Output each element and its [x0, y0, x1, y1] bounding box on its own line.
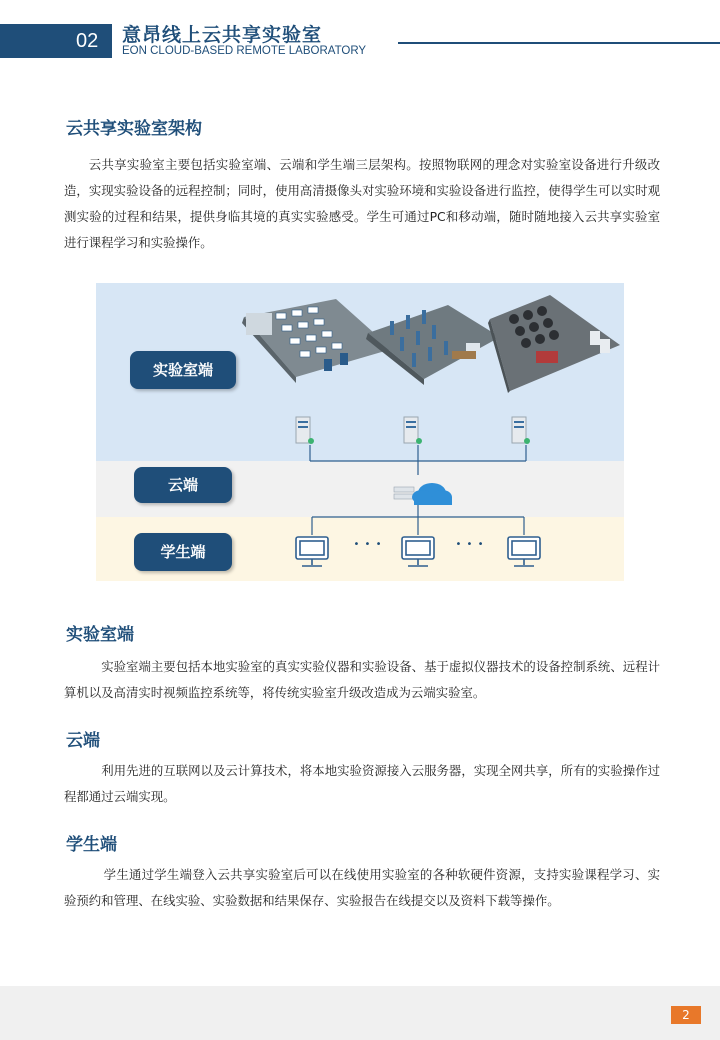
tier-label-cloud: 云端	[134, 467, 232, 503]
section-text-cloud: 利用先进的互联网以及云计算技术，将本地实验资源接入云服务器，实现全网共享，所有的实验操作过程都通过云端实现。	[64, 763, 660, 804]
tier-label-lab: 实验室端	[130, 351, 236, 389]
page-footer	[0, 986, 720, 1040]
page-title: 意昂线上云共享实验室	[122, 24, 323, 46]
section-heading-student: 学生端	[66, 835, 117, 855]
lab-room-image	[488, 295, 620, 393]
monitor-icon	[296, 537, 328, 566]
architecture-diagram	[96, 283, 624, 581]
header-divider	[398, 42, 720, 44]
section-text-architecture: 云共享实验室主要包括实验室端、云端和学生端三层架构。按照物联网的理念对实验室设备进行升级改造，实现实验设备的远程控制；同时，使用高清摄像头对实验环境和实验设备进行监控，使得学生可以实时观测实验的过程和结果，提供身临其境的真实实验感受。学生可通过PC和移动端，随时随地接入云共享实验室进行课程学习和实验操作。	[64, 157, 660, 250]
section-heading-cloud: 云端	[66, 731, 100, 751]
monitor-icon	[402, 537, 434, 566]
tier-label-student: 学生端	[134, 533, 232, 571]
page-subtitle: EON CLOUD-BASED REMOTE LABORATORY	[122, 45, 367, 57]
page-number: 2	[671, 1006, 701, 1024]
section-heading-architecture: 云共享实验室架构	[66, 119, 202, 139]
lab-room-image	[366, 305, 500, 385]
chapter-number: 02	[76, 30, 99, 52]
section-heading-lab: 实验室端	[66, 625, 134, 645]
monitor-icon	[508, 537, 540, 566]
server-icon	[296, 417, 314, 444]
section-text-lab: 实验室端主要包括本地实验室的真实实验仪器和实验设备、基于虚拟仪器技术的设备控制系统、远程计算机以及高清实时视频监控系统等，将传统实验室升级改造成为云端实验室。	[64, 659, 660, 700]
ellipsis-dots: • • •	[353, 539, 383, 550]
section-text-student: 学生通过学生端登入云共享实验室后可以在线使用实验室的各种软硬件资源，支持实验课程学习、实验预约和管理、在线实验、实验数据和结果保存、实验报告在线提交以及资料下载等操作。	[64, 867, 660, 908]
cloud-icon	[394, 483, 452, 505]
server-icon	[512, 417, 530, 444]
ellipsis-dots: • • •	[455, 539, 485, 550]
server-icon	[404, 417, 422, 444]
